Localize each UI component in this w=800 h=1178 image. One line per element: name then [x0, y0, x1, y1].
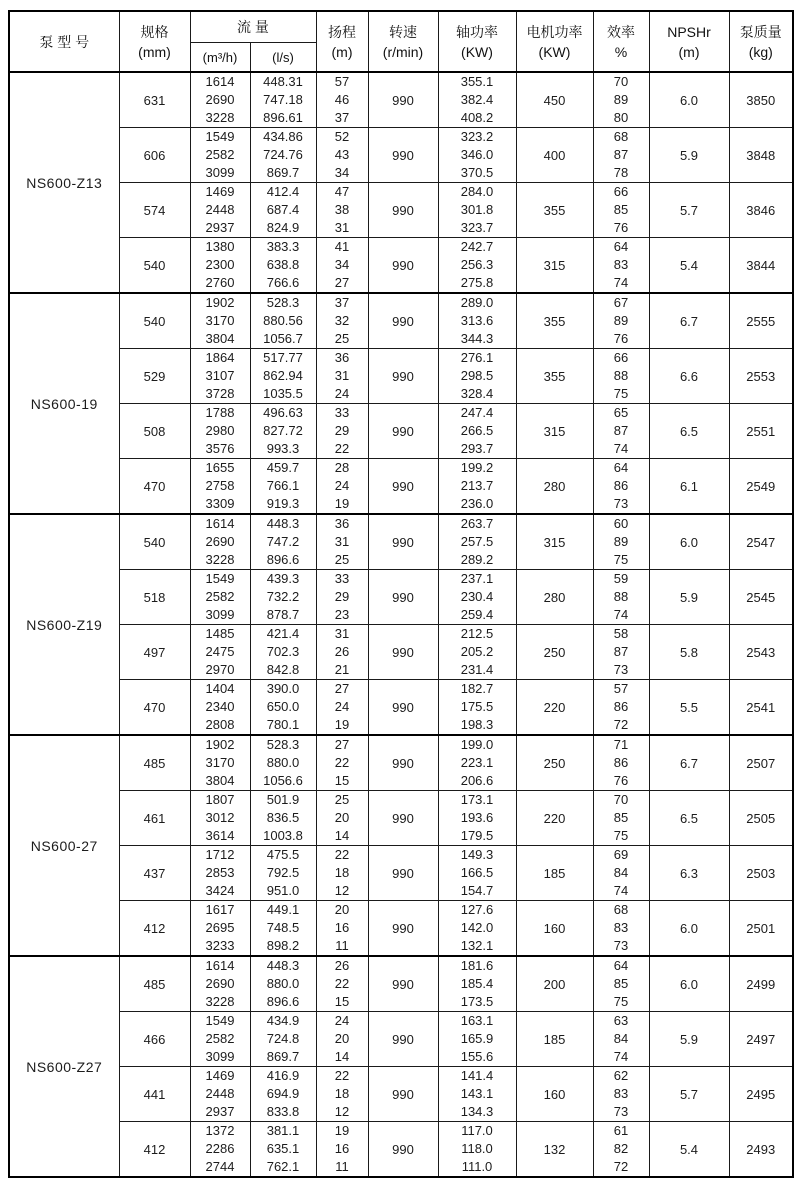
shaft-power-cell: 199.2 213.7 236.0 — [438, 459, 516, 515]
speed-cell: 990 — [368, 901, 438, 957]
npshr-cell: 5.9 — [649, 570, 729, 625]
flow-ls-cell: 434.86 724.76 869.7 — [250, 128, 316, 183]
header-npshr: NPSHr (m) — [649, 11, 729, 72]
efficiency-cell: 64 86 73 — [593, 459, 649, 515]
shaft-power-cell: 149.3 166.5 154.7 — [438, 846, 516, 901]
npshr-cell: 5.8 — [649, 625, 729, 680]
shaft-power-cell: 263.7 257.5 289.2 — [438, 514, 516, 570]
spec-cell: 470 — [119, 459, 190, 515]
speed-cell: 990 — [368, 956, 438, 1012]
head-cell: 33 29 22 — [316, 404, 368, 459]
spec-row — [9, 1012, 793, 1067]
npshr-cell: 6.0 — [649, 514, 729, 570]
head-cell: 28 24 19 — [316, 459, 368, 515]
spec-row — [9, 791, 793, 846]
flow-ls-cell: 449.1 748.5 898.2 — [250, 901, 316, 957]
head-cell: 26 22 15 — [316, 956, 368, 1012]
efficiency-cell: 59 88 74 — [593, 570, 649, 625]
flow-ls-cell: 412.4 687.4 824.9 — [250, 183, 316, 238]
shaft-power-cell: 237.1 230.4 259.4 — [438, 570, 516, 625]
spec-row — [9, 625, 793, 680]
motor-power-cell: 220 — [516, 791, 593, 846]
flow-m3h-cell: 1469 2448 2937 — [190, 183, 250, 238]
spec-cell: 540 — [119, 238, 190, 294]
spec-row — [9, 1067, 793, 1122]
mass-cell: 2541 — [729, 680, 793, 736]
motor-power-cell: 355 — [516, 349, 593, 404]
npshr-cell: 6.5 — [649, 791, 729, 846]
shaft-power-cell: 247.4 266.5 293.7 — [438, 404, 516, 459]
speed-cell: 990 — [368, 183, 438, 238]
header-shaft-power: 轴功率 (KW) — [438, 11, 516, 72]
npshr-cell: 6.6 — [649, 349, 729, 404]
model-cell: NS600-Z19 — [9, 514, 119, 735]
npshr-cell: 6.3 — [649, 846, 729, 901]
efficiency-cell: 68 83 73 — [593, 901, 649, 957]
flow-m3h-cell: 1902 3170 3804 — [190, 735, 250, 791]
header-mass: 泵质量 (kg) — [729, 11, 793, 72]
motor-power-cell: 185 — [516, 846, 593, 901]
spec-row — [9, 404, 793, 459]
motor-power-cell: 220 — [516, 680, 593, 736]
flow-ls-cell: 501.9 836.5 1003.8 — [250, 791, 316, 846]
flow-m3h-cell: 1864 3107 3728 — [190, 349, 250, 404]
spec-cell: 540 — [119, 514, 190, 570]
header-model: 泵 型 号 — [9, 11, 119, 72]
mass-cell: 2543 — [729, 625, 793, 680]
spec-cell: 540 — [119, 293, 190, 349]
flow-m3h-cell: 1469 2448 2937 — [190, 1067, 250, 1122]
spec-row — [9, 846, 793, 901]
speed-cell: 990 — [368, 404, 438, 459]
spec-cell: 412 — [119, 901, 190, 957]
spec-row — [9, 1122, 793, 1178]
flow-ls-cell: 434.9 724.8 869.7 — [250, 1012, 316, 1067]
speed-cell: 990 — [368, 459, 438, 515]
shaft-power-cell: 181.6 185.4 173.5 — [438, 956, 516, 1012]
efficiency-cell: 60 89 75 — [593, 514, 649, 570]
model-cell: NS600-27 — [9, 735, 119, 956]
table-body — [9, 72, 793, 1177]
head-cell: 25 20 14 — [316, 791, 368, 846]
table-header — [9, 11, 793, 72]
spec-row — [9, 349, 793, 404]
npshr-cell: 6.0 — [649, 956, 729, 1012]
flow-m3h-cell: 1485 2475 2970 — [190, 625, 250, 680]
efficiency-cell: 65 87 74 — [593, 404, 649, 459]
speed-cell: 990 — [368, 238, 438, 294]
motor-power-cell: 315 — [516, 514, 593, 570]
spec-row — [9, 680, 793, 736]
head-cell: 27 24 19 — [316, 680, 368, 736]
spec-row — [9, 956, 793, 1012]
motor-power-cell: 280 — [516, 570, 593, 625]
motor-power-cell: 400 — [516, 128, 593, 183]
spec-row — [9, 72, 793, 128]
motor-power-cell: 250 — [516, 735, 593, 791]
head-cell: 31 26 21 — [316, 625, 368, 680]
flow-ls-cell: 448.3 747.2 896.6 — [250, 514, 316, 570]
motor-power-cell: 315 — [516, 404, 593, 459]
npshr-cell: 5.9 — [649, 1012, 729, 1067]
spec-row — [9, 128, 793, 183]
shaft-power-cell: 284.0 301.8 323.7 — [438, 183, 516, 238]
shaft-power-cell: 163.1 165.9 155.6 — [438, 1012, 516, 1067]
head-cell: 36 31 24 — [316, 349, 368, 404]
motor-power-cell: 450 — [516, 72, 593, 128]
mass-cell: 3850 — [729, 72, 793, 128]
speed-cell: 990 — [368, 514, 438, 570]
flow-m3h-cell: 1712 2853 3424 — [190, 846, 250, 901]
flow-m3h-cell: 1404 2340 2808 — [190, 680, 250, 736]
header-flow: 流 量 — [190, 11, 316, 43]
flow-m3h-cell: 1614 2690 3228 — [190, 514, 250, 570]
head-cell: 57 46 37 — [316, 72, 368, 128]
efficiency-cell: 71 86 76 — [593, 735, 649, 791]
motor-power-cell: 355 — [516, 183, 593, 238]
model-cell: NS600-19 — [9, 293, 119, 514]
head-cell: 22 18 12 — [316, 1067, 368, 1122]
motor-power-cell: 355 — [516, 293, 593, 349]
mass-cell: 2545 — [729, 570, 793, 625]
speed-cell: 990 — [368, 1122, 438, 1178]
spec-row — [9, 183, 793, 238]
spec-row — [9, 735, 793, 791]
header-motor-power: 电机功率 (KW) — [516, 11, 593, 72]
head-cell: 27 22 15 — [316, 735, 368, 791]
mass-cell: 2497 — [729, 1012, 793, 1067]
npshr-cell: 5.9 — [649, 128, 729, 183]
flow-m3h-cell: 1614 2690 3228 — [190, 956, 250, 1012]
npshr-cell: 5.5 — [649, 680, 729, 736]
head-cell: 36 31 25 — [316, 514, 368, 570]
npshr-cell: 5.7 — [649, 1067, 729, 1122]
mass-cell: 3846 — [729, 183, 793, 238]
mass-cell: 2549 — [729, 459, 793, 515]
efficiency-cell: 62 83 73 — [593, 1067, 649, 1122]
flow-m3h-cell: 1617 2695 3233 — [190, 901, 250, 957]
mass-cell: 2507 — [729, 735, 793, 791]
mass-cell: 2551 — [729, 404, 793, 459]
shaft-power-cell: 276.1 298.5 328.4 — [438, 349, 516, 404]
mass-cell: 2499 — [729, 956, 793, 1012]
head-cell: 52 43 34 — [316, 128, 368, 183]
mass-cell: 3844 — [729, 238, 793, 294]
shaft-power-cell: 141.4 143.1 134.3 — [438, 1067, 516, 1122]
head-cell: 20 16 11 — [316, 901, 368, 957]
shaft-power-cell: 323.2 346.0 370.5 — [438, 128, 516, 183]
spec-cell: 485 — [119, 956, 190, 1012]
npshr-cell: 6.5 — [649, 404, 729, 459]
spec-cell: 606 — [119, 128, 190, 183]
head-cell: 22 18 12 — [316, 846, 368, 901]
speed-cell: 990 — [368, 72, 438, 128]
model-cell: NS600-Z27 — [9, 956, 119, 1177]
flow-m3h-cell: 1655 2758 3309 — [190, 459, 250, 515]
header-spec: 规格 (mm) — [119, 11, 190, 72]
head-cell: 41 34 27 — [316, 238, 368, 294]
flow-m3h-cell: 1372 2286 2744 — [190, 1122, 250, 1178]
spec-cell: 437 — [119, 846, 190, 901]
efficiency-cell: 57 86 72 — [593, 680, 649, 736]
shaft-power-cell: 242.7 256.3 275.8 — [438, 238, 516, 294]
header-flow-ls: (l/s) — [250, 43, 316, 73]
spec-row — [9, 901, 793, 957]
mass-cell: 2553 — [729, 349, 793, 404]
speed-cell: 990 — [368, 625, 438, 680]
spec-cell: 574 — [119, 183, 190, 238]
head-cell: 19 16 11 — [316, 1122, 368, 1178]
spec-row — [9, 514, 793, 570]
npshr-cell: 6.1 — [649, 459, 729, 515]
flow-ls-cell: 475.5 792.5 951.0 — [250, 846, 316, 901]
npshr-cell: 5.4 — [649, 1122, 729, 1178]
mass-cell: 2501 — [729, 901, 793, 957]
flow-ls-cell: 528.3 880.0 1056.6 — [250, 735, 316, 791]
spec-cell: 529 — [119, 349, 190, 404]
model-cell: NS600-Z13 — [9, 72, 119, 293]
mass-cell: 2503 — [729, 846, 793, 901]
flow-ls-cell: 416.9 694.9 833.8 — [250, 1067, 316, 1122]
flow-ls-cell: 448.31 747.18 896.61 — [250, 72, 316, 128]
spec-cell: 412 — [119, 1122, 190, 1178]
spec-cell: 441 — [119, 1067, 190, 1122]
efficiency-cell: 66 88 75 — [593, 349, 649, 404]
speed-cell: 990 — [368, 1012, 438, 1067]
shaft-power-cell: 355.1 382.4 408.2 — [438, 72, 516, 128]
motor-power-cell: 185 — [516, 1012, 593, 1067]
spec-row — [9, 459, 793, 515]
speed-cell: 990 — [368, 680, 438, 736]
head-cell: 33 29 23 — [316, 570, 368, 625]
npshr-cell: 6.7 — [649, 293, 729, 349]
flow-ls-cell: 448.3 880.0 896.6 — [250, 956, 316, 1012]
flow-ls-cell: 528.3 880.56 1056.7 — [250, 293, 316, 349]
efficiency-cell: 67 89 76 — [593, 293, 649, 349]
shaft-power-cell: 199.0 223.1 206.6 — [438, 735, 516, 791]
spec-cell: 461 — [119, 791, 190, 846]
head-cell: 24 20 14 — [316, 1012, 368, 1067]
flow-ls-cell: 383.3 638.8 766.6 — [250, 238, 316, 294]
header-speed: 转速 (r/min) — [368, 11, 438, 72]
spec-row — [9, 570, 793, 625]
flow-ls-cell: 421.4 702.3 842.8 — [250, 625, 316, 680]
mass-cell: 2505 — [729, 791, 793, 846]
flow-ls-cell: 459.7 766.1 919.3 — [250, 459, 316, 515]
head-cell: 37 32 25 — [316, 293, 368, 349]
pump-spec-table — [8, 10, 794, 1178]
shaft-power-cell: 182.7 175.5 198.3 — [438, 680, 516, 736]
speed-cell: 990 — [368, 735, 438, 791]
flow-ls-cell: 517.77 862.94 1035.5 — [250, 349, 316, 404]
header-efficiency: 效率 % — [593, 11, 649, 72]
shaft-power-cell: 173.1 193.6 179.5 — [438, 791, 516, 846]
mass-cell: 3848 — [729, 128, 793, 183]
speed-cell: 990 — [368, 349, 438, 404]
npshr-cell: 6.0 — [649, 72, 729, 128]
flow-m3h-cell: 1549 2582 3099 — [190, 1012, 250, 1067]
npshr-cell: 6.7 — [649, 735, 729, 791]
shaft-power-cell: 212.5 205.2 231.4 — [438, 625, 516, 680]
flow-ls-cell: 496.63 827.72 993.3 — [250, 404, 316, 459]
speed-cell: 990 — [368, 791, 438, 846]
spec-cell: 485 — [119, 735, 190, 791]
header-head: 扬程 (m) — [316, 11, 368, 72]
mass-cell: 2547 — [729, 514, 793, 570]
efficiency-cell: 61 82 72 — [593, 1122, 649, 1178]
efficiency-cell: 66 85 76 — [593, 183, 649, 238]
efficiency-cell: 64 83 74 — [593, 238, 649, 294]
motor-power-cell: 280 — [516, 459, 593, 515]
spec-cell: 518 — [119, 570, 190, 625]
flow-ls-cell: 439.3 732.2 878.7 — [250, 570, 316, 625]
shaft-power-cell: 289.0 313.6 344.3 — [438, 293, 516, 349]
mass-cell: 2495 — [729, 1067, 793, 1122]
flow-ls-cell: 390.0 650.0 780.1 — [250, 680, 316, 736]
flow-m3h-cell: 1380 2300 2760 — [190, 238, 250, 294]
spec-cell: 470 — [119, 680, 190, 736]
motor-power-cell: 250 — [516, 625, 593, 680]
shaft-power-cell: 127.6 142.0 132.1 — [438, 901, 516, 957]
spec-cell: 631 — [119, 72, 190, 128]
flow-m3h-cell: 1902 3170 3804 — [190, 293, 250, 349]
efficiency-cell: 63 84 74 — [593, 1012, 649, 1067]
efficiency-cell: 64 85 75 — [593, 956, 649, 1012]
efficiency-cell: 70 85 75 — [593, 791, 649, 846]
flow-ls-cell: 381.1 635.1 762.1 — [250, 1122, 316, 1178]
mass-cell: 2555 — [729, 293, 793, 349]
flow-m3h-cell: 1614 2690 3228 — [190, 72, 250, 128]
motor-power-cell: 160 — [516, 1067, 593, 1122]
speed-cell: 990 — [368, 846, 438, 901]
speed-cell: 990 — [368, 128, 438, 183]
motor-power-cell: 200 — [516, 956, 593, 1012]
speed-cell: 990 — [368, 1067, 438, 1122]
spec-row — [9, 238, 793, 294]
flow-m3h-cell: 1549 2582 3099 — [190, 570, 250, 625]
flow-m3h-cell: 1549 2582 3099 — [190, 128, 250, 183]
efficiency-cell: 70 89 80 — [593, 72, 649, 128]
efficiency-cell: 58 87 73 — [593, 625, 649, 680]
mass-cell: 2493 — [729, 1122, 793, 1178]
speed-cell: 990 — [368, 570, 438, 625]
npshr-cell: 5.7 — [649, 183, 729, 238]
flow-m3h-cell: 1807 3012 3614 — [190, 791, 250, 846]
spec-cell: 508 — [119, 404, 190, 459]
efficiency-cell: 69 84 74 — [593, 846, 649, 901]
spec-cell: 497 — [119, 625, 190, 680]
spec-row — [9, 293, 793, 349]
motor-power-cell: 132 — [516, 1122, 593, 1178]
efficiency-cell: 68 87 78 — [593, 128, 649, 183]
flow-m3h-cell: 1788 2980 3576 — [190, 404, 250, 459]
head-cell: 47 38 31 — [316, 183, 368, 238]
motor-power-cell: 160 — [516, 901, 593, 957]
motor-power-cell: 315 — [516, 238, 593, 294]
npshr-cell: 5.4 — [649, 238, 729, 294]
speed-cell: 990 — [368, 293, 438, 349]
header-flow-m3h: (m³/h) — [190, 43, 250, 73]
npshr-cell: 6.0 — [649, 901, 729, 957]
spec-cell: 466 — [119, 1012, 190, 1067]
shaft-power-cell: 117.0 118.0 111.0 — [438, 1122, 516, 1178]
